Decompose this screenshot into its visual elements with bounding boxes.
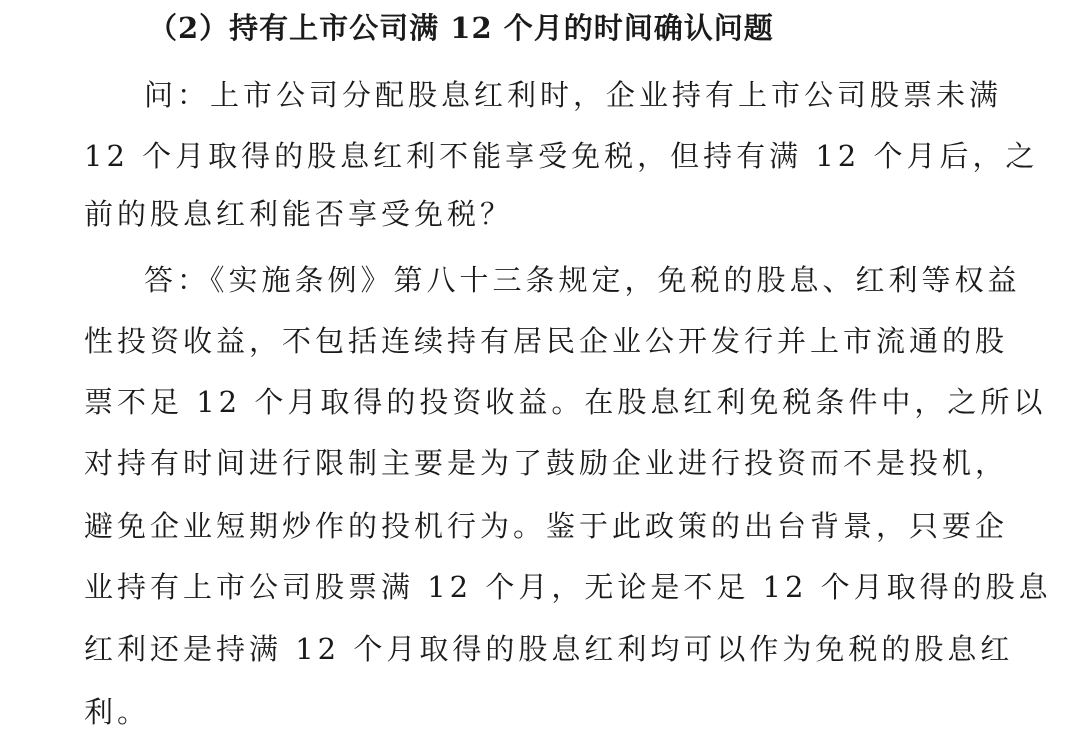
answer-line-3: 票不足 12 个月取得的投资收益。在股息红利免税条件中，之所以: [84, 385, 1047, 419]
section-heading: （2）持有上市公司满 12 个月的时间确认问题: [148, 11, 774, 45]
question-line-1: 问：上市公司分配股息红利时，企业持有上市公司股票未满: [144, 78, 1003, 112]
answer-line-7: 红利还是持满 12 个月取得的股息红利均可以作为免税的股息红: [84, 632, 1014, 666]
question-line-3: 前的股息红利能否享受免税？: [84, 197, 514, 231]
answer-line-8: 利。: [84, 695, 151, 729]
answer-line-1: 答：《实施条例》第八十三条规定，免税的股息、红利等权益: [144, 263, 1021, 297]
answer-line-6: 业持有上市公司股票满 12 个月，无论是不足 12 个月取得的股息: [84, 570, 1052, 604]
answer-line-4: 对持有时间进行限制主要是为了鼓励企业进行投资而不是投机，: [84, 446, 1009, 480]
question-line-2: 12 个月取得的股息红利不能享受免税，但持有满 12 个月后，之: [84, 139, 1039, 173]
answer-line-5: 避免企业短期炒作的投机行为。鉴于此政策的出台背景，只要企: [84, 509, 1009, 543]
answer-line-2: 性投资收益，不包括连续持有居民企业公开发行并上市流通的股: [84, 324, 1009, 358]
